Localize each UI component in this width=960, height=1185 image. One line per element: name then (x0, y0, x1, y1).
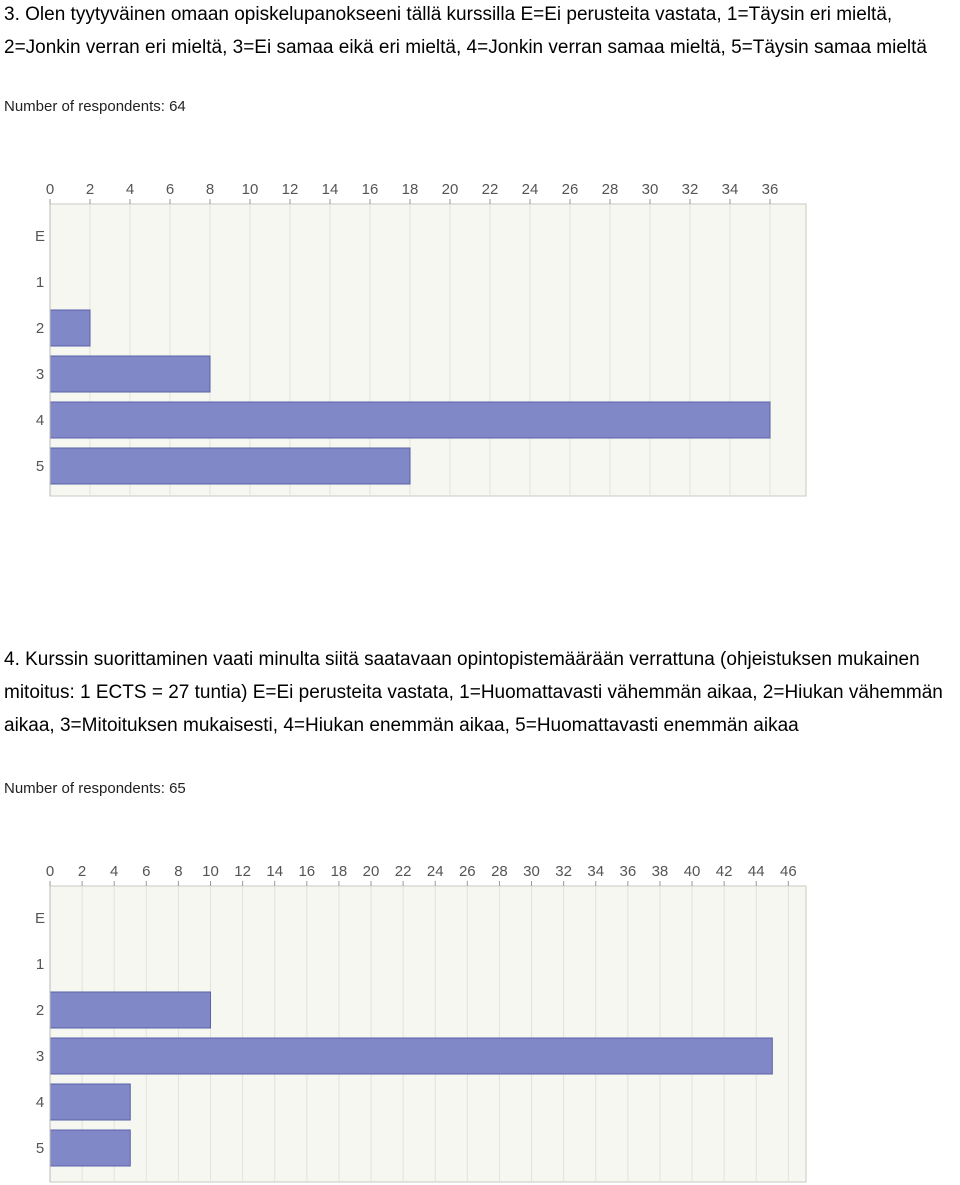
question-4-chart (0, 852, 960, 1182)
category-label: 5 (35, 458, 45, 475)
x-tick-label: 12 (281, 181, 299, 198)
bar-2 (50, 310, 90, 346)
x-tick-label: 6 (142, 863, 151, 880)
x-tick-label: 28 (601, 181, 619, 198)
bar-3 (50, 1038, 772, 1074)
bar-5 (50, 448, 410, 484)
x-tick-label: 26 (561, 181, 579, 198)
x-tick-label: 14 (266, 863, 284, 880)
category-label: 4 (35, 412, 45, 429)
x-tick-label: 34 (721, 181, 739, 198)
x-tick-label: 38 (651, 863, 669, 880)
bar-4 (50, 402, 770, 438)
x-tick-label: 20 (441, 181, 459, 198)
x-tick-label: 24 (426, 863, 444, 880)
x-tick-label: 18 (330, 863, 348, 880)
x-tick-label: 30 (641, 181, 659, 198)
x-tick-label: 26 (458, 863, 476, 880)
category-label: 2 (35, 320, 45, 337)
x-tick-label: 4 (110, 863, 119, 880)
question-3-respondents: Number of respondents: 64 (4, 98, 186, 115)
x-tick-label: 10 (241, 181, 259, 198)
category-label: 1 (35, 956, 45, 973)
category-label: 1 (35, 274, 45, 291)
category-label: E (34, 228, 46, 245)
x-tick-label: 42 (715, 863, 733, 880)
x-tick-label: 24 (521, 181, 539, 198)
x-tick-label: 14 (321, 181, 339, 198)
question-3-chart (0, 170, 960, 510)
x-tick-label: 44 (747, 863, 765, 880)
x-tick-label: 0 (45, 863, 55, 880)
x-tick-label: 12 (234, 863, 251, 880)
question-4-respondents: Number of respondents: 65 (4, 780, 186, 797)
x-tick-label: 6 (165, 181, 175, 198)
category-label: 4 (35, 1094, 45, 1111)
category-label: 3 (35, 1048, 45, 1065)
category-label: 5 (35, 1140, 45, 1157)
x-tick-label: 8 (174, 863, 183, 880)
question-4-title: 4. Kurssin suorittaminen vaati minulta siitä saatavaan opintopistemäärään verrattuna (ohjeistuksen mukainen mitoitus: 1 ECTS = 27 tuntia) E=Ei perusteita vastata, 1=Huomattavasti vähemmän aikaa, 2=Hiukan vähemmän aikaa, 3=Mitoituksen mukaisesti, 4=Hiukan enemmän aikaa, 5=Huomattavasti enemmän aikaa (4, 649, 943, 736)
x-tick-label: 22 (394, 863, 412, 880)
x-tick-label: 16 (298, 863, 316, 880)
bar-4 (50, 1084, 130, 1120)
x-tick-label: 18 (401, 181, 419, 198)
category-label: 2 (35, 1002, 45, 1019)
x-tick-label: 32 (681, 181, 699, 198)
bar-2 (50, 992, 211, 1028)
x-tick-label: 4 (125, 181, 135, 198)
category-label: 3 (35, 366, 45, 383)
x-tick-label: 32 (555, 863, 572, 880)
question-3-title: 3. Olen tyytyväinen omaan opiskelupanokseeni tällä kurssilla E=Ei perusteita vastata, 1=Täysin eri mieltä, 2=Jonkin verran eri mieltä, 3=Ei samaa eikä eri mieltä, 4=Jonkin verran samaa mieltä, 5=Täysin samaa mieltä (4, 4, 927, 58)
x-tick-label: 2 (85, 181, 95, 198)
bar-3 (50, 356, 210, 392)
x-tick-label: 22 (481, 181, 499, 198)
x-tick-label: 34 (587, 863, 605, 880)
x-tick-label: 40 (683, 863, 701, 880)
x-tick-label: 10 (202, 863, 219, 880)
x-tick-label: 46 (780, 863, 797, 880)
x-tick-label: 2 (77, 863, 87, 880)
x-tick-label: 36 (761, 181, 779, 198)
x-tick-label: 8 (205, 181, 215, 198)
category-label: E (34, 910, 46, 927)
plot-area (50, 886, 806, 1182)
x-tick-label: 30 (523, 863, 540, 880)
x-tick-label: 28 (491, 863, 508, 880)
bar-5 (50, 1130, 130, 1166)
x-tick-label: 0 (45, 181, 55, 198)
x-tick-label: 36 (619, 863, 637, 880)
x-tick-label: 20 (362, 863, 380, 880)
x-tick-label: 16 (361, 181, 379, 198)
